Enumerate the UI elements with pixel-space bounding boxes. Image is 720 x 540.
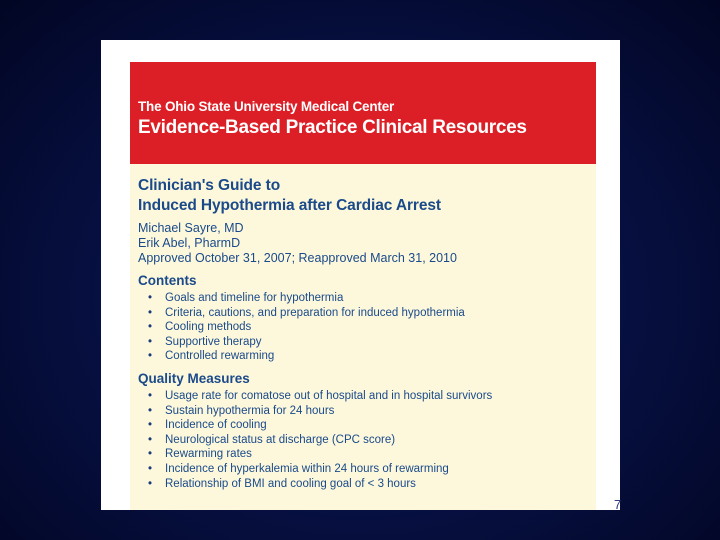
contents-item: • Cooling methods [148,320,588,335]
contents-heading: Contents [138,273,197,288]
document-header-banner [130,62,596,164]
organization-name: The Ohio State University Medical Center [138,99,395,114]
quality-measure-item: • Incidence of hyperkalemia within 24 hours of rewarming [148,462,588,477]
authors-block [138,221,588,266]
contents-item: • Criteria, cautions, and preparation for induced hypothermia [148,306,588,321]
author-2: Erik Abel, PharmD [138,236,241,250]
quality-measures-heading: Quality Measures [138,370,250,386]
author-1: Michael Sayre, MD [138,221,244,235]
quality-measure-item: • Relationship of BMI and cooling goal of < 3 hours [148,477,588,492]
document-body [130,164,596,491]
quality-measure-item: • Incidence of cooling [148,418,588,433]
contents-item: • Supportive therapy [148,335,588,350]
guide-title-line-1: Clinician's Guide to [138,177,281,194]
quality-measure-item: • Usage rate for comatose out of hospital and in hospital survivors [148,389,588,404]
guide-title-line-2: Induced Hypothermia after Cardiac Arrest [138,197,441,214]
document-page [130,62,596,510]
slide-image-frame [101,40,620,510]
contents-item: • Goals and timeline for hypothermia [148,291,588,306]
contents-item: • Controlled rewarming [148,349,588,364]
quality-measures-list [138,389,588,491]
quality-measure-item: • Rewarming rates [148,447,588,462]
approval-date: Approved October 31, 2007; Reapproved March 31, 2010 [138,251,457,265]
resources-title: Evidence-Based Practice Clinical Resources [138,117,527,138]
contents-list [138,291,588,364]
quality-measure-item: • Neurological status at discharge (CPC score) [148,433,588,448]
quality-measure-item: • Sustain hypothermia for 24 hours [148,404,588,419]
guide-title [138,176,588,216]
slide-page-number: 7 [614,497,622,512]
